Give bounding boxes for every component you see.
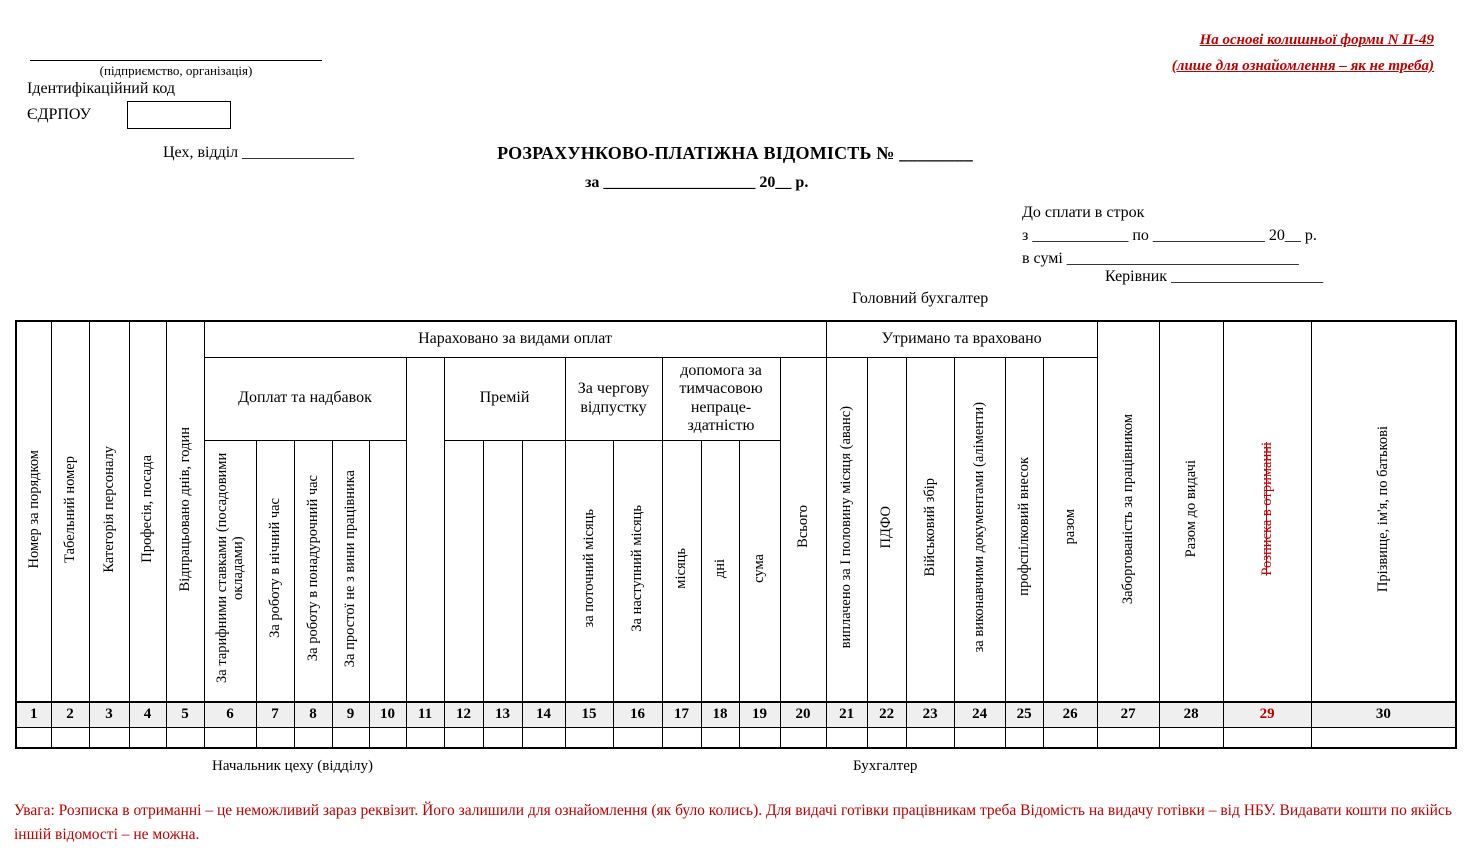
col-header-25 (1005, 357, 1043, 702)
col-header-18 (701, 440, 739, 702)
col-header-5 (166, 321, 204, 702)
col-label: Заборгованість за працівником (1120, 413, 1137, 605)
edrpou-label: ЄДРПОУ (27, 106, 91, 123)
col-number: 17 (662, 702, 701, 727)
data-cell[interactable] (613, 727, 662, 748)
warning-text: Увага: Розписка в отриманні – це неможливий зараз реквізит. Його залишили для ознайомлення (як було колись). Для видачі готівки працівникам треба Відомість на видачу готівки – від НБУ. Видавати кошти по якійсь іншій відомості – не можна. (14, 802, 1452, 843)
pay-term-label: До сплати в строк (1022, 204, 1145, 221)
col-label: Разом до видачі (1183, 460, 1200, 558)
col-label: місяць (673, 547, 690, 589)
col-number: 1 (16, 702, 51, 727)
form-note-line1: На основі колишньої форми N П-49 (1199, 32, 1434, 48)
col-header-26 (1043, 357, 1097, 702)
col-header-22 (867, 357, 906, 702)
col-header-4 (129, 321, 166, 702)
data-cell[interactable] (332, 727, 369, 748)
col-number: 27 (1097, 702, 1159, 727)
col-label: За роботу в понадурочний час (304, 475, 321, 662)
pay-sum-label: в сумі _____________________________ (1022, 250, 1299, 267)
col-header-1 (16, 321, 51, 702)
director-signature-label: Керівник ___________________ (1105, 268, 1324, 285)
col-header-28 (1159, 321, 1223, 702)
col-number: 11 (406, 702, 444, 727)
col-label: за виконавчими документами (аліменти) (971, 401, 988, 652)
col-label: ПДФО (878, 505, 895, 548)
data-cell[interactable] (483, 727, 522, 748)
col-label: за поточний місяць (580, 508, 597, 628)
col-number: 6 (204, 702, 256, 727)
group-accrued: Нараховано за видами оплат (204, 321, 826, 357)
col-number: 13 (483, 702, 522, 727)
col-number: 7 (256, 702, 294, 727)
col-header-14 (522, 440, 565, 702)
col-label: За тарифними ставками (посадовими окладами) (213, 453, 246, 684)
col-number: 14 (522, 702, 565, 727)
col-header-27 (1097, 321, 1159, 702)
data-cell[interactable] (565, 727, 613, 748)
col-number: 15 (565, 702, 613, 727)
col-header-23 (906, 357, 954, 702)
col-header-15 (565, 440, 613, 702)
data-cell[interactable] (294, 727, 332, 748)
col-number: 26 (1043, 702, 1097, 727)
col-number: 8 (294, 702, 332, 727)
col-header-17 (662, 440, 701, 702)
col-number: 9 (332, 702, 369, 727)
col-number: 30 (1311, 702, 1456, 727)
data-cell[interactable] (826, 727, 867, 748)
data-cell[interactable] (701, 727, 739, 748)
data-cell[interactable] (1005, 727, 1043, 748)
payment-term-block (1022, 201, 1317, 270)
col-number: 22 (867, 702, 906, 727)
col-header-21 (826, 357, 867, 702)
data-cell[interactable] (166, 727, 204, 748)
col-header-3 (89, 321, 129, 702)
data-cell[interactable] (1311, 727, 1456, 748)
form-subtitle: за ___________________ 20__ р. (585, 174, 809, 191)
data-cell[interactable] (51, 727, 89, 748)
col-label: Всього (794, 505, 811, 549)
col-label: дні (711, 558, 728, 578)
col-number: 4 (129, 702, 166, 727)
col-header-29 (1223, 321, 1311, 702)
form-note-line2: (лише для ознайомлення – як не треба) (1171, 58, 1434, 74)
col-label: За наступний місяць (629, 504, 646, 632)
col-number: 24 (954, 702, 1005, 727)
data-cell[interactable] (256, 727, 294, 748)
group-sick-aid: допомога за тимчасовою непраце- здатністю (662, 357, 780, 440)
group-withheld: Утримано та враховано (826, 321, 1097, 357)
col-number: 2 (51, 702, 89, 727)
accountant-label: Бухгалтер (853, 758, 918, 774)
data-cell[interactable] (444, 727, 483, 748)
group-supplements: Доплат та надбавок (204, 357, 406, 440)
data-cell[interactable] (662, 727, 701, 748)
data-cell[interactable] (906, 727, 954, 748)
group-bonuses: Премій (444, 357, 565, 440)
col-number: 28 (1159, 702, 1223, 727)
col-label: Прізвище, ім'я, по батькові (1375, 425, 1392, 593)
col-header-8 (294, 440, 332, 702)
data-cell[interactable] (522, 727, 565, 748)
col-number: 3 (89, 702, 129, 727)
col-label: разом (1062, 509, 1078, 545)
col-label: Професія, посада (139, 455, 156, 563)
col-number: 21 (826, 702, 867, 727)
org-caption: (підприємство, організація) (99, 63, 253, 78)
data-cell[interactable] (1159, 727, 1223, 748)
column-numbers-row (16, 702, 1456, 727)
edrpou-input-box[interactable] (127, 101, 231, 129)
col-header-13 (483, 440, 522, 702)
data-cell[interactable] (1223, 727, 1311, 748)
col-header-24 (954, 357, 1005, 702)
col-number: 25 (1005, 702, 1043, 727)
col-header-10 (369, 440, 406, 702)
col-number: 16 (613, 702, 662, 727)
data-cell[interactable] (204, 727, 256, 748)
col-label: За простої не з вини працівника (342, 469, 359, 667)
col-header-30 (1311, 321, 1456, 702)
data-cell[interactable] (1043, 727, 1097, 748)
group-vacation: За чергову відпустку (565, 357, 662, 440)
col-header-2 (51, 321, 89, 702)
data-cell[interactable] (16, 727, 51, 748)
col-header-6 (204, 440, 256, 702)
col-label: сума (751, 553, 768, 583)
form-note (954, 27, 1434, 79)
org-name-line (30, 60, 322, 61)
col-number-receipt: 29 (1223, 702, 1311, 727)
col-label: Військовий збір (921, 477, 938, 576)
col-header-19 (739, 440, 780, 702)
data-cell[interactable] (369, 727, 406, 748)
col-label: Номер за порядком (25, 449, 42, 569)
col-label: Табельний номер (61, 455, 78, 563)
col-label: виплачено за I половину місяця (аванс) (838, 405, 855, 648)
data-cell[interactable] (739, 727, 780, 748)
shop-head-label: Начальник цеху (відділу) (212, 758, 373, 774)
col-number: 12 (444, 702, 483, 727)
col-label: Відпрацьовано днів, годин (176, 426, 193, 592)
col-label: За роботу в нічний час (266, 498, 283, 639)
col-number: 20 (780, 702, 826, 727)
id-code-label: Ідентифікаційний код (27, 80, 176, 97)
form-title: РОЗРАХУНКОВО-ПЛАТІЖНА ВІДОМІСТЬ № ________ (497, 143, 973, 163)
payroll-table (15, 320, 1457, 749)
col-number: 10 (369, 702, 406, 727)
data-cell[interactable] (1097, 727, 1159, 748)
dept-label: Цех, відділ ______________ (163, 144, 355, 161)
data-cell[interactable] (954, 727, 1005, 748)
empty-data-row (16, 727, 1456, 748)
data-cell[interactable] (406, 727, 444, 748)
data-cell[interactable] (129, 727, 166, 748)
col-number: 18 (701, 702, 739, 727)
col-label-receipt: Розписка в отриманні (1259, 442, 1276, 576)
col-header-9 (332, 440, 369, 702)
data-cell[interactable] (89, 727, 129, 748)
pay-from-to-label: з ____________ по ______________ 20__ р. (1022, 227, 1317, 244)
data-cell[interactable] (780, 727, 826, 748)
col-number: 23 (906, 702, 954, 727)
col-label: профспілковий внесок (1015, 457, 1032, 597)
col-header-11 (406, 357, 444, 702)
col-header-20 (780, 357, 826, 702)
data-cell[interactable] (867, 727, 906, 748)
col-number: 5 (166, 702, 204, 727)
chief-accountant-label: Головний бухгалтер (852, 290, 989, 307)
col-header-7 (256, 440, 294, 702)
col-label: Категорія персоналу (100, 445, 117, 573)
col-number: 19 (739, 702, 780, 727)
col-header-16 (613, 440, 662, 702)
col-header-12 (444, 440, 483, 702)
